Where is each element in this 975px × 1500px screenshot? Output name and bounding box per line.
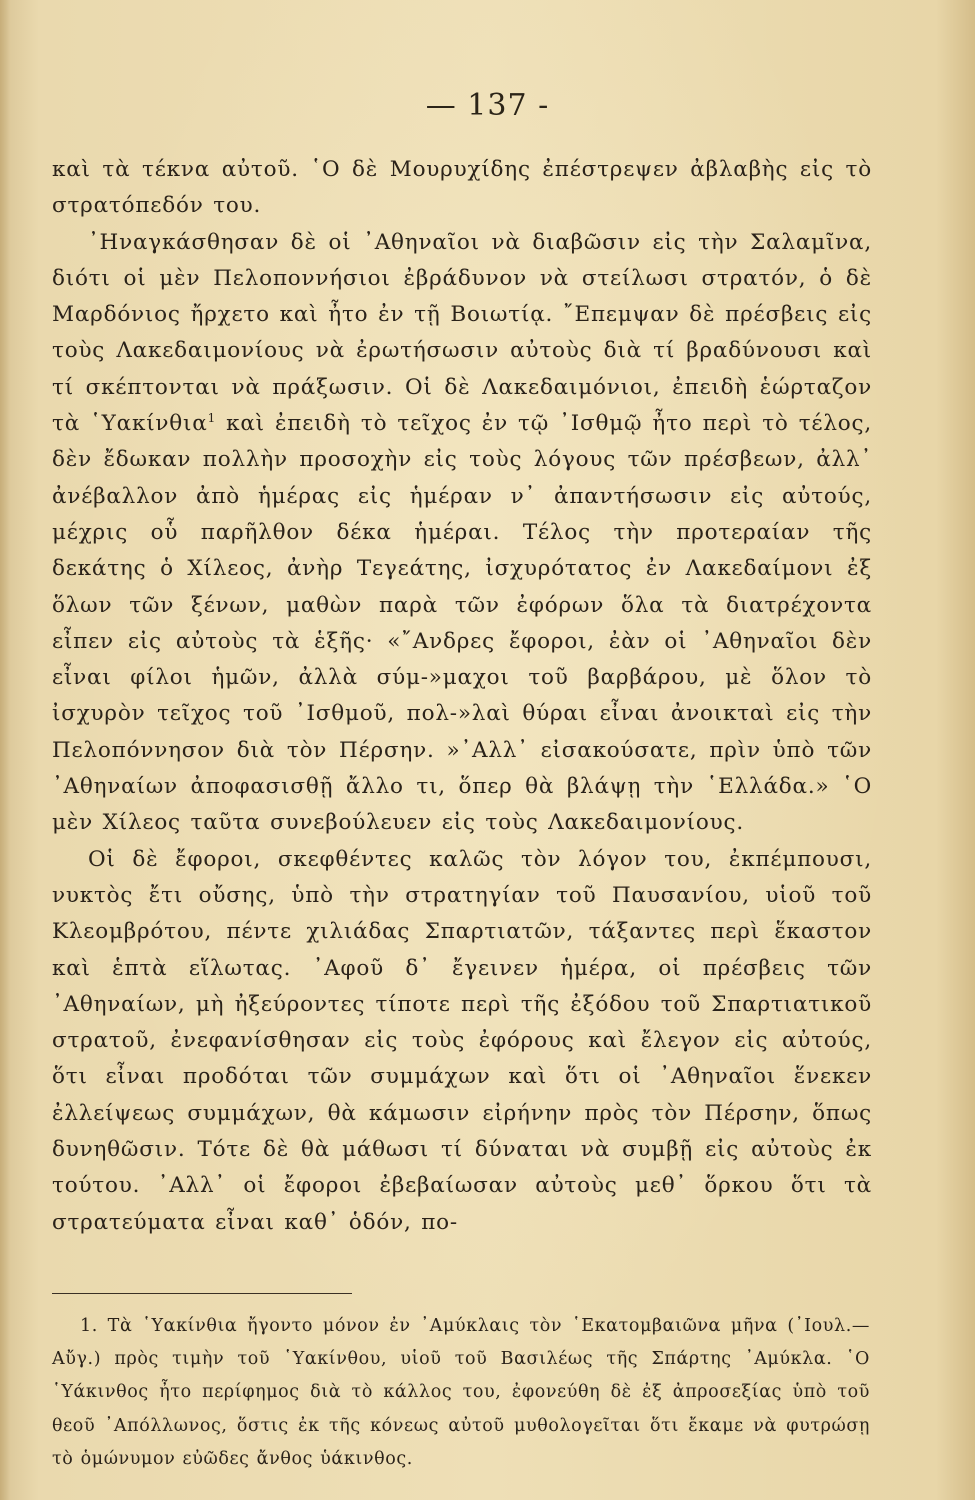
page-binding-shadow [0, 0, 10, 1500]
main-text [52, 152, 872, 1241]
footnote-marker: 1 [207, 410, 217, 425]
footnote-rule [52, 1293, 352, 1294]
paragraph-text: ᾽Ηναγκάσθησαν δὲ οἱ ᾽Αθηναῖοι νὰ διαβῶσιν εἰς τὴν Σαλαμῖνα, διότι οἱ μὲν Πελοποννήσιοι ἐβράδυνον νὰ στείλωσι στρατόν, ὁ δὲ Μαρδόνιος ἤρχετο καὶ ἦτο ἐν τῇ Βοιωτίᾳ. ῎Επεμψαν δὲ πρέσβεις εἰς τοὺς Λακεδαιμονίους νὰ ἐρωτήσωσιν αὐτοὺς διὰ τί βραδύνουσι καὶ τί σκέπτονται νὰ πράξωσιν. Οἱ δὲ Λακεδαιμόνιοι, ἐπειδὴ ἑώρταζον τὰ ῾Υακίνθια [52, 229, 872, 437]
footnotes [52, 1310, 870, 1476]
paragraph-continuation: καὶ τὰ τέκνα αὐτοῦ. ῾Ο δὲ Μουρυχίδης ἐπέστρεψεν ἀβλαβὴς εἰς τὸ στρατόπεδόν του. [52, 157, 872, 219]
paragraph-text: καὶ ἐπειδὴ τὸ τεῖχος ἐν τῷ ᾽Ισθμῷ ἦτο περὶ τὸ τέλος, δὲν ἔδωκαν πολλὴν προσοχὴν εἰς τοὺς λόγους τῶν πρέσβεων, ἀλλ᾽ ἀνέβαλλον ἀπὸ ἡμέρας εἰς ἡμέραν ν᾽ ἀπαντήσωσιν εἰς αὐτούς, μέχρις οὗ παρῆλθον δέκα ἡμέραι. Τέλος τὴν προτεραίαν τῆς δεκάτης ὁ Χίλεος, ἀνὴρ Τεγεάτης, ἰσχυρότατος ἐν Λακεδαίμονι ἐξ ὅλων τῶν ξένων, μαθὼν παρὰ τῶν ἐφόρων ὅλα τὰ διατρέχοντα εἶπεν εἰς αὐτοὺς τὰ ἑξῆς· «῎Ανδρες ἔφοροι, ἐὰν οἱ ᾽Αθηναῖοι δὲν εἶναι φίλοι ἡμῶν, ἀλλὰ σύμ-»μαχοι τοῦ βαρβάρου, μὲ ὅλον τὸ ἰσχυρὸν τεῖχος τοῦ ᾽Ισθμοῦ, πολ-»λαὶ θύραι εἶναι ἀνοικταὶ εἰς τὴν Πελοπόννησον διὰ τὸν Πέρσην. »᾽Αλλ᾽ εἰσακούσατε, πρὶν ὑπὸ τῶν ᾽Αθηναίων ἀποφασισθῇ ἄλλο τι, ὅπερ θὰ βλάψῃ τὴν ῾Ελλάδα.» ῾Ο μὲν Χίλεος ταῦτα συνεβούλευεν εἰς τοὺς Λακεδαιμονίους. [52, 411, 873, 836]
paragraph [52, 225, 872, 842]
footnote: 1. Τὰ ῾Υακίνθια ἤγοντο μόνον ἐν ᾽Αμύκλαις τὸν ῾Εκατομβαιῶνα μῆνα (᾽Ιουλ.—Αὔγ.) πρὸς τιμὴν τοῦ ῾Υακίνθου, υἱοῦ τοῦ Βασιλέως τῆς Σπάρτης ᾽Αμύκλα. ῾Ο ῾Υάκινθος ἦτο περίφημος διὰ τὸ κάλλος του, ἐφονεύθη δὲ ἐξ ἀπροσεξίας ὑπὸ τοῦ θεοῦ ᾽Απόλλωνος, ὅστις ἐκ τῆς κόνεως αὐτοῦ μυθολογεῖται ὅτι ἔκαμε νὰ φυτρώσῃ τὸ ὁμώνυμον εὐῶδες ἄνθος ὑάκινθος. [52, 1316, 870, 1469]
page-number: — 137 - [425, 88, 550, 123]
paragraph: Οἱ δὲ ἔφοροι, σκεφθέντες καλῶς τὸν λόγον του, ἐκπέμπουσι, νυκτὸς ἔτι οὔσης, ὑπὸ τὴν στρατηγίαν τοῦ Παυσανίου, υἱοῦ τοῦ Κλεομβρότου, πέντε χιλιάδας Σπαρτιατῶν, τάξαντες περὶ ἕκαστον καὶ ἑπτὰ εἵλωτας. ᾽Αφοῦ δ᾽ ἔγεινεν ἡμέρα, οἱ πρέσβεις τῶν ᾽Αθηναίων, μὴ ἠξεύροντες τίποτε περὶ τῆς ἐξόδου τοῦ Σπαρτιατικοῦ στρατοῦ, ἐνεφανίσθησαν εἰς τοὺς ἐφόρους καὶ ἔλεγον εἰς αὐτούς, ὅτι εἶναι προδόται τῶν συμμάχων καὶ ὅτι οἱ ᾽Αθηναῖοι ἕνεκεν ἐλλείψεως συμμάχων, θὰ κάμωσιν εἰρήνην πρὸς τὸν Πέρσην, ὅπως δυνηθῶσιν. Τότε δὲ θὰ μάθωσι τί δύναται νὰ συμβῇ εἰς αὐτοὺς ἐκ τούτου. ᾽Αλλ᾽ οἱ ἔφοροι ἐβεβαίωσαν αὐτοὺς μεθ᾽ ὅρκου ὅτι τὰ στρατεύματα εἶναι καθ᾽ ὁδόν, πο- [52, 846, 872, 1235]
